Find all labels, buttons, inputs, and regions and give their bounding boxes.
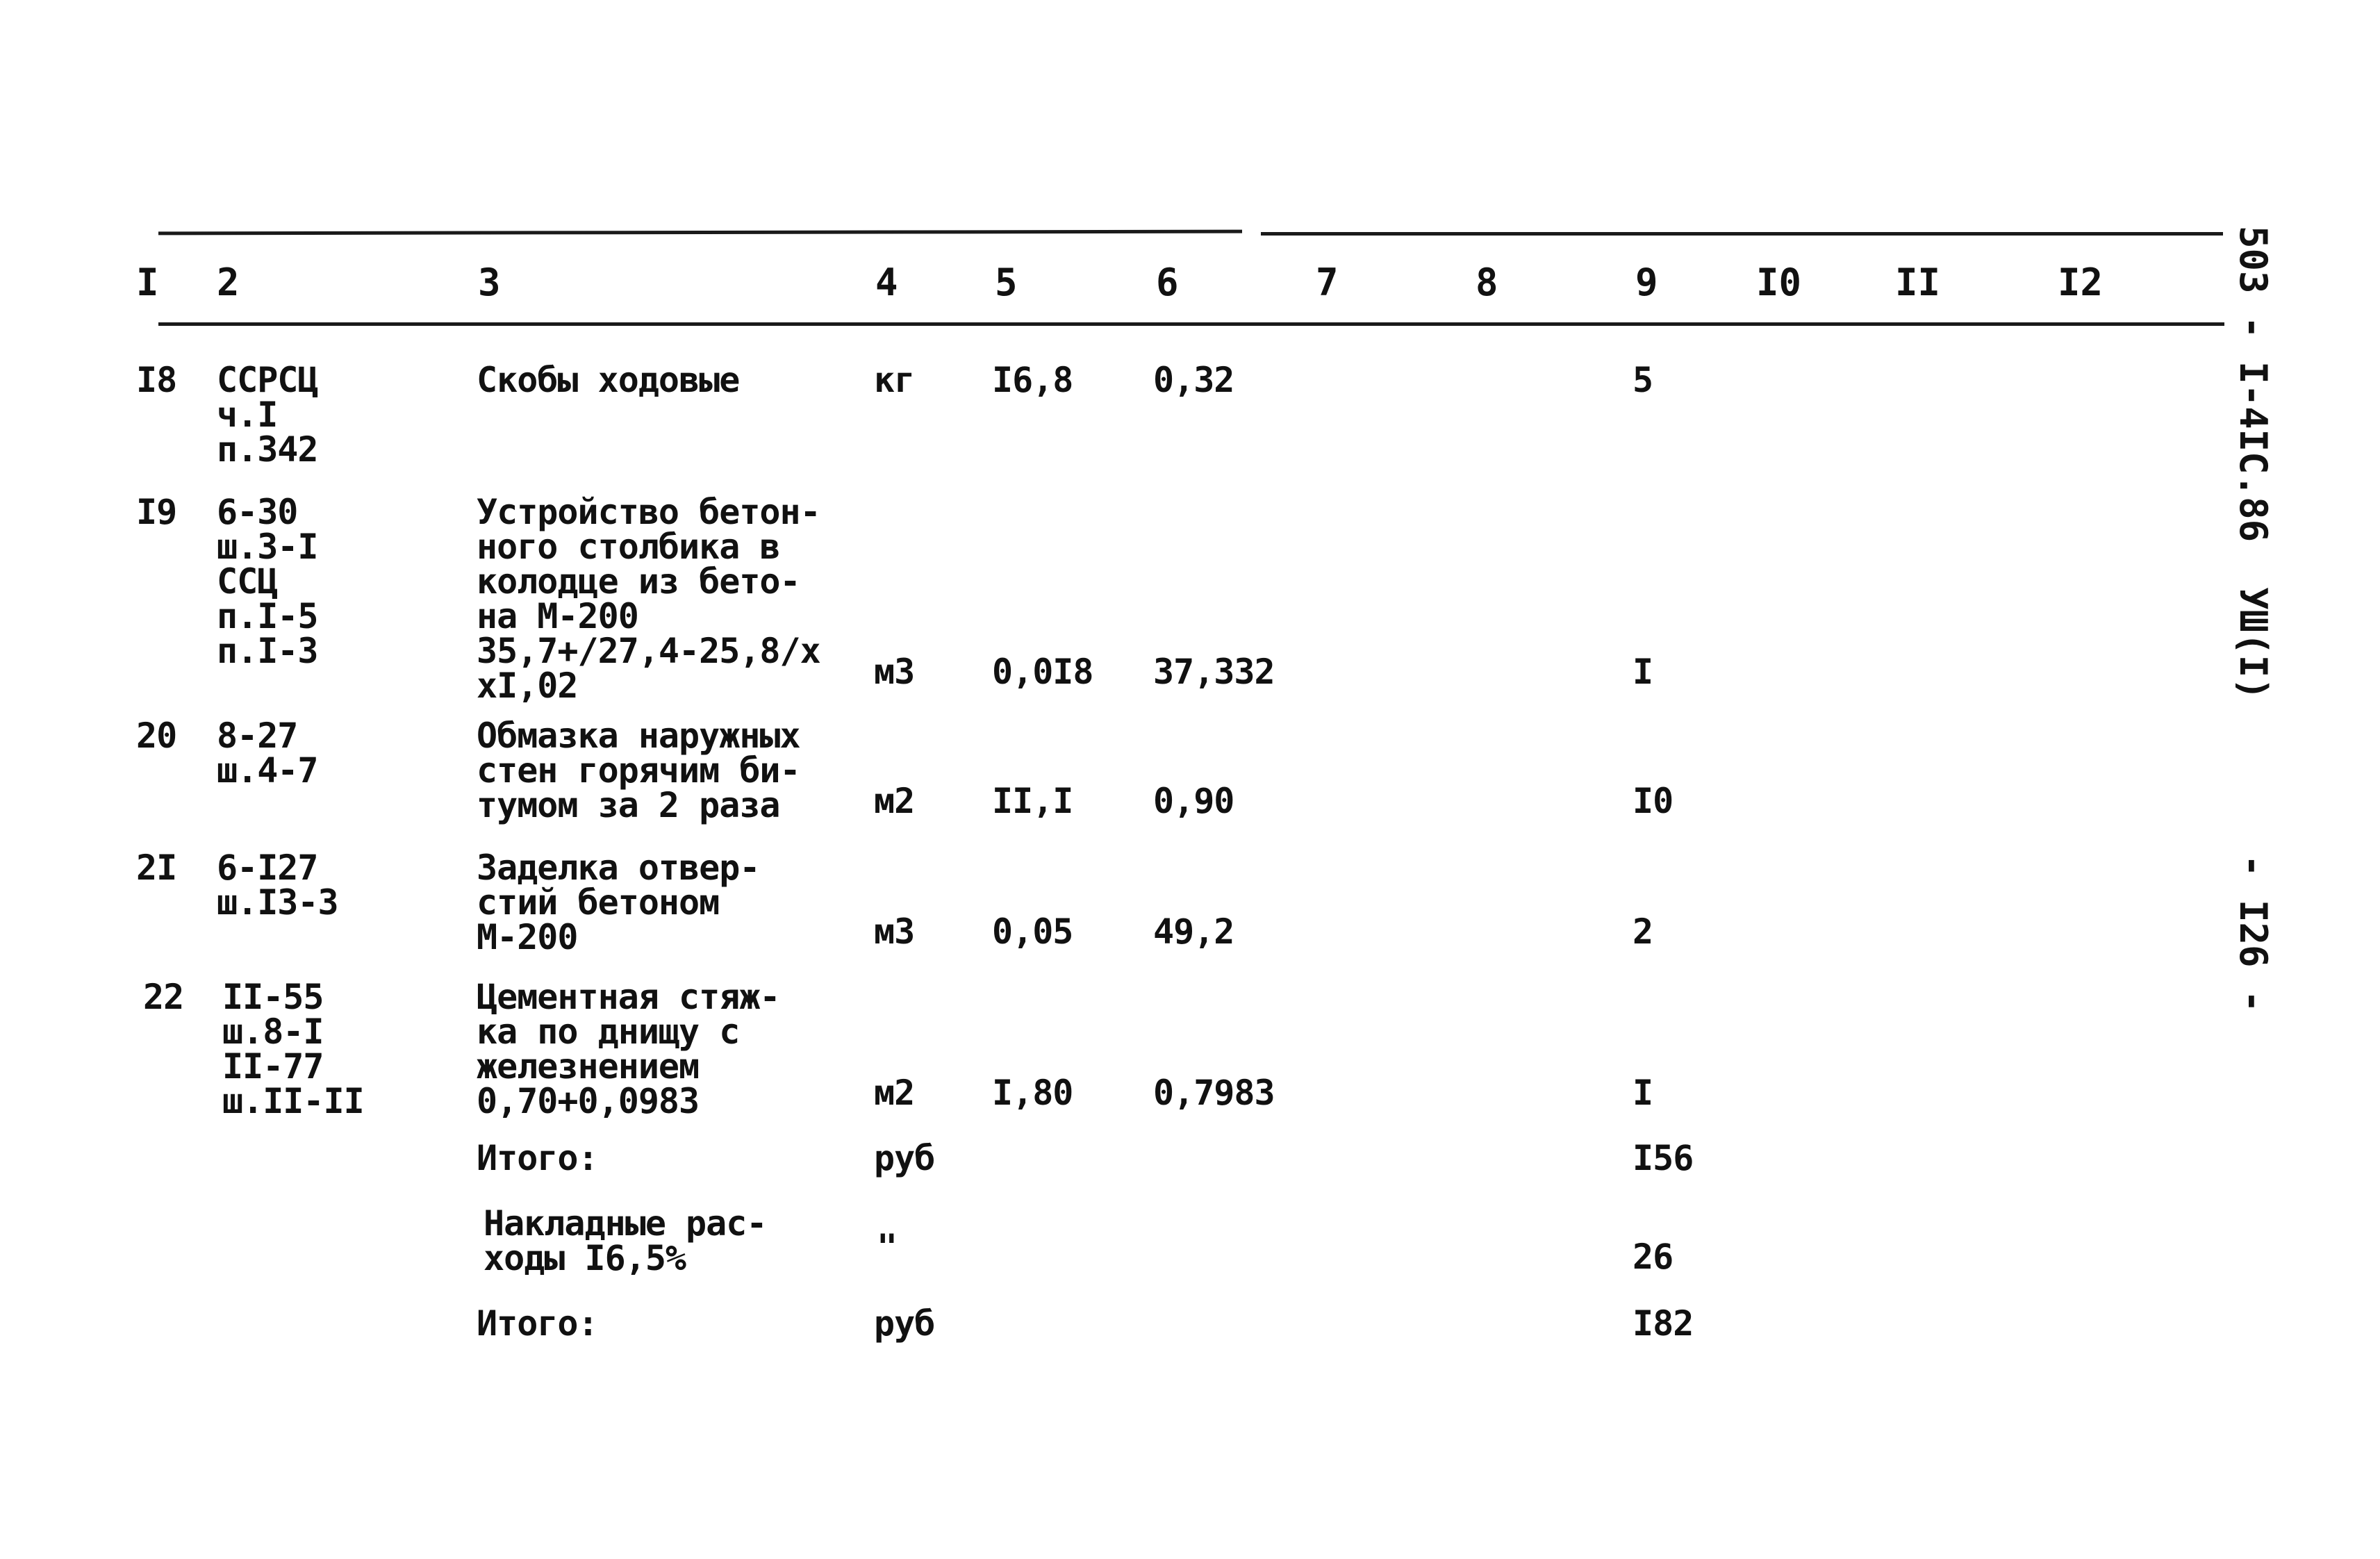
- row-22-code: II-55 ш.8-I II-77 ш.II-II: [222, 977, 364, 1121]
- row-18-code: ССРСЦ ч.I п.342: [217, 360, 318, 470]
- summary-grand-total-label: Итого:: [477, 1303, 598, 1344]
- summary-grand-total-unit: руб: [874, 1303, 935, 1344]
- row-19-qty: 0,0I8: [992, 652, 1093, 692]
- row-22-price: 0,7983: [1153, 1073, 1275, 1113]
- row-20-price: 0,90: [1153, 781, 1234, 821]
- page-number-vertical: - I26 -: [2231, 855, 2275, 1013]
- header-col-12: I2: [2058, 261, 2104, 304]
- header-col-7: 7: [1316, 261, 1339, 304]
- row-18-unit: кг: [874, 360, 915, 400]
- row-19-total: I: [1633, 652, 1653, 692]
- row-21-qty: 0,05: [992, 912, 1073, 952]
- header-bottom-rule: [158, 322, 2224, 326]
- summary-overhead-label: Накладные рас- ходы I6,5%: [484, 1203, 767, 1278]
- summary-overhead-total: 26: [1633, 1237, 1674, 1277]
- row-21-code: 6-I27 ш.I3-3: [217, 848, 338, 923]
- header-col-1: I: [136, 261, 159, 304]
- row-18-qty: I6,8: [992, 360, 1073, 400]
- row-22-desc: Цементная стяж- ка по днищу с железнением 0,70+0,0983: [477, 977, 780, 1121]
- row-21-total: 2: [1633, 912, 1653, 952]
- row-20-desc: Обмазка наружных стен горячим би- тумом за 2 раза: [477, 716, 800, 825]
- summary-overhead-unit: ": [877, 1227, 898, 1267]
- header-col-2: 2: [217, 261, 240, 304]
- summary-subtotal-unit: руб: [874, 1138, 935, 1178]
- row-22-total: I: [1633, 1073, 1653, 1113]
- row-21-desc: Заделка отвер- стий бетоном М-200: [477, 848, 760, 957]
- row-18-desc: Скобы ходовые: [477, 360, 740, 400]
- header-col-5: 5: [995, 261, 1018, 304]
- row-19-code: 6-30 ш.3-I ССЦ п.I-5 п.I-3: [217, 492, 318, 671]
- top-rule-right: [1261, 232, 2223, 236]
- row-20-total: I0: [1633, 781, 1674, 821]
- row-18-price: 0,32: [1153, 360, 1234, 400]
- row-19-num: I9: [136, 492, 177, 532]
- header-col-4: 4: [875, 261, 898, 304]
- header-col-6: 6: [1156, 261, 1179, 304]
- row-20-num: 20: [136, 716, 177, 756]
- header-col-10: I0: [1756, 261, 1802, 304]
- row-19-price: 37,332: [1153, 652, 1275, 692]
- header-col-8: 8: [1476, 261, 1498, 304]
- row-20-code: 8-27 ш.4-7: [217, 716, 318, 791]
- row-20-unit: м2: [874, 781, 915, 821]
- row-21-price: 49,2: [1153, 912, 1234, 952]
- summary-grand-total-total: I82: [1633, 1303, 1694, 1344]
- document-code-vertical: 503 - I-4IС.86 УШ(I): [2231, 226, 2275, 700]
- header-col-9: 9: [1635, 261, 1658, 304]
- row-20-qty: II,I: [992, 781, 1073, 821]
- row-22-num: 22: [143, 977, 184, 1017]
- row-21-num: 2I: [136, 848, 177, 888]
- header-col-3: 3: [478, 261, 501, 304]
- row-22-unit: м2: [874, 1073, 915, 1113]
- row-21-unit: м3: [874, 912, 915, 952]
- row-19-unit: м3: [874, 652, 915, 692]
- row-18-num: I8: [136, 360, 177, 400]
- header-col-11: II: [1895, 261, 1941, 304]
- top-rule-left: [158, 230, 1242, 236]
- row-19-desc: Устройство бетон- ного столбика в колодце из бето- на М-200 35,7+/27,4-25,8/х хI,02: [477, 492, 820, 706]
- summary-subtotal-label: Итого:: [477, 1138, 598, 1178]
- summary-subtotal-total: I56: [1633, 1138, 1694, 1178]
- row-18-total: 5: [1633, 360, 1653, 400]
- row-22-qty: I,80: [992, 1073, 1073, 1113]
